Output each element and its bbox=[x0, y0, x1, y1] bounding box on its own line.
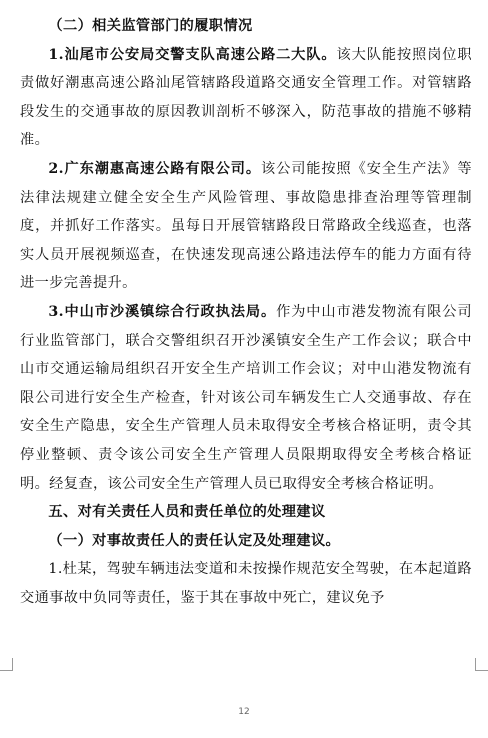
paragraph-item-2 bbox=[20, 155, 472, 298]
item-2-lead: 2.广东潮惠高速公路有限公司。 bbox=[48, 160, 261, 177]
section-heading-handling: 五、对有关责任人员和责任单位的处理建议 bbox=[48, 504, 326, 521]
document-body bbox=[20, 12, 472, 612]
item-1-lead: 1.汕尾市公安局交警支队高速公路二大队。 bbox=[48, 46, 337, 63]
item-3-body: 作为中山市港发物流有限公司行业监管部门，联合交警组织召开沙溪镇安全生产工作会议；联合中山市交通运输局组织召开安全生产培训工作会议；对中山港发物流有限公司进行安全生产检查，针对该公司车辆发生亡人交通事故、存在安全生产隐患，安全生产管理人员未取得安全考核合格证明，责令其停业整顿、责令该公司安全生产管理人员限期取得安全考核合格证明。经复查，该公司安全生产管理人员已取得安全考核合格证明。 bbox=[20, 303, 472, 492]
page-number: 12 bbox=[238, 707, 250, 717]
crop-mark-bottom-right bbox=[475, 658, 488, 671]
subsection-heading-responsibility: （一）对事故责任人的责任认定及处理建议。 bbox=[48, 532, 341, 549]
item-2-body: 该公司能按照《安全生产法》等法律法规建立健全安全生产风险管理、事故隐患排查治理等管理制度，并抓好工作落实。虽每日开展管辖路段日常路政全线巡查，也落实人员开展视频巡查，在快速发现高速公路违法停车的能力方面有待进一步完善提升。 bbox=[20, 160, 472, 292]
section-heading-supervision: （二）相关监管部门的履职情况 bbox=[48, 18, 253, 34]
paragraph-item-3 bbox=[20, 298, 472, 498]
item-1-body: 该大队能按照岗位职责做好潮惠高速公路汕尾管辖路段道路交通安全管理工作。对管辖路段发生的交通事故的原因教训剖析不够深入，防范事故的措施不够精准。 bbox=[20, 46, 473, 149]
item-4-body: 1.杜某，驾驶车辆违法变道和未按操作规范安全驾驶，在本起道路交通事故中负同等责任，鉴于其在事故中死亡，建议免予 bbox=[20, 561, 472, 606]
crop-mark-bottom-left bbox=[0, 658, 13, 671]
paragraph-item-1 bbox=[20, 41, 472, 155]
paragraph-item-4 bbox=[20, 555, 472, 612]
item-3-lead: 3.中山市沙溪镇综合行政执法局。 bbox=[48, 303, 277, 320]
